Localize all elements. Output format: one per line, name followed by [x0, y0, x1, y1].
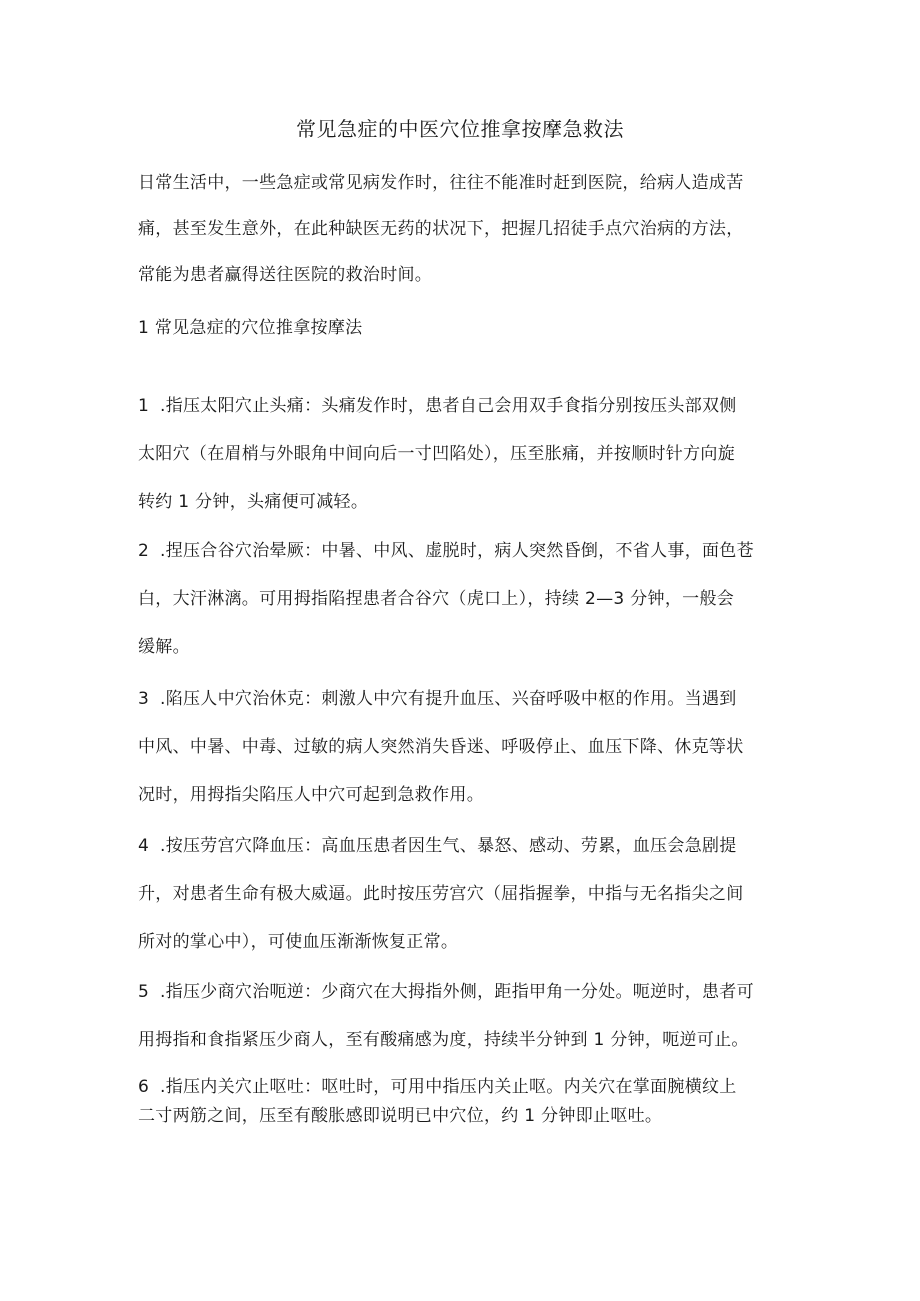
- section-heading: 1 常见急症的穴位推拿按摩法: [138, 318, 363, 338]
- list-item-line: [138, 675, 798, 723]
- list-item-line: [138, 968, 798, 1016]
- list-item-line: 况时，用拇指尖陷压人中穴可起到急救作用。: [138, 785, 484, 805]
- list-item-text: .指压太阳穴止头痛：头痛发作时，患者自己会用双手食指分别按压头部双侧: [160, 396, 737, 416]
- intro-line: 常能为患者赢得送往医院的救治时间。: [138, 265, 433, 285]
- list-item-line: [138, 822, 798, 870]
- list-item-line: 太阳穴（在眉梢与外眼角中间向后一寸凹陷处），压至胀痛，并按顺时针方向旋: [138, 444, 735, 464]
- intro-paragraph: [138, 160, 798, 298]
- list-item-text: .按压劳宫穴降血压：高血压患者因生气、暴怒、感动、劳累，血压会急剧提: [160, 836, 737, 856]
- list-item: [138, 382, 798, 526]
- list-item-text: .指压少商穴治呃逆：少商穴在大拇指外侧，距指甲角一分处。呃逆时，患者可: [160, 982, 754, 1002]
- list-item-line: 转约 1 分钟，头痛便可减轻。: [138, 492, 369, 512]
- list-item-text: .陷压人中穴治休克：刺激人中穴有提升血压、兴奋呼吸中枢的作用。当遇到: [160, 689, 737, 709]
- list-item-line: 二寸两筋之间，压至有酸胀感即说明已中穴位，约 1 分钟即止呕吐。: [138, 1106, 663, 1126]
- list-item-line: [138, 382, 798, 430]
- list-item: [138, 822, 798, 966]
- intro-line: 痛，甚至发生意外，在此种缺医无药的状况下，把握几招徒手点穴治病的方法，: [138, 219, 744, 239]
- list-item-line: 白，大汗淋漓。可用拇指陷捏患者合谷穴（虎口上），持续 2—3 分钟，一般会: [138, 589, 735, 609]
- list-item-line: 用拇指和食指紧压少商人，至有酸痛感为度，持续半分钟到 1 分钟，呃逆可止。: [138, 1030, 749, 1050]
- list-item: [138, 968, 798, 1064]
- list-item: [138, 1073, 798, 1131]
- list-item-number: 2: [138, 541, 150, 561]
- list-item-line: 升，对患者生命有极大威逼。此时按压劳宫穴（屈指握拳，中指与无名指尖之间: [138, 884, 744, 904]
- list-item-line: [138, 1073, 798, 1102]
- list-item-line: 缓解。: [138, 637, 190, 657]
- document-title: 常见急症的中医穴位推拿按摩急救法: [296, 117, 624, 141]
- list-item-line: [138, 527, 798, 575]
- list-item-line: 所对的掌心中），可使血压渐渐恢复正常。: [138, 932, 459, 952]
- intro-line: 日常生活中，一些急症或常见病发作时，往往不能准时赶到医院，给病人造成苦: [138, 173, 744, 193]
- list-item: [138, 527, 798, 671]
- list-item-number: 3: [138, 689, 150, 709]
- list-item: [138, 675, 798, 819]
- list-item-text: .捏压合谷穴治晕厥：中暑、中风、虚脱时，病人突然昏倒，不省人事，面色苍: [160, 541, 754, 561]
- list-item-number: 6: [138, 1077, 150, 1097]
- list-item-text: .指压内关穴止呕吐：呕吐时，可用中指压内关止呕。内关穴在掌面腕横纹上: [160, 1077, 737, 1097]
- list-item-number: 5: [138, 982, 150, 1002]
- list-item-line: 中风、中暑、中毒、过敏的病人突然消失昏迷、呼吸停止、血压下降、休克等状: [138, 737, 744, 757]
- list-item-number: 4: [138, 836, 150, 856]
- list-item-number: 1: [138, 396, 150, 416]
